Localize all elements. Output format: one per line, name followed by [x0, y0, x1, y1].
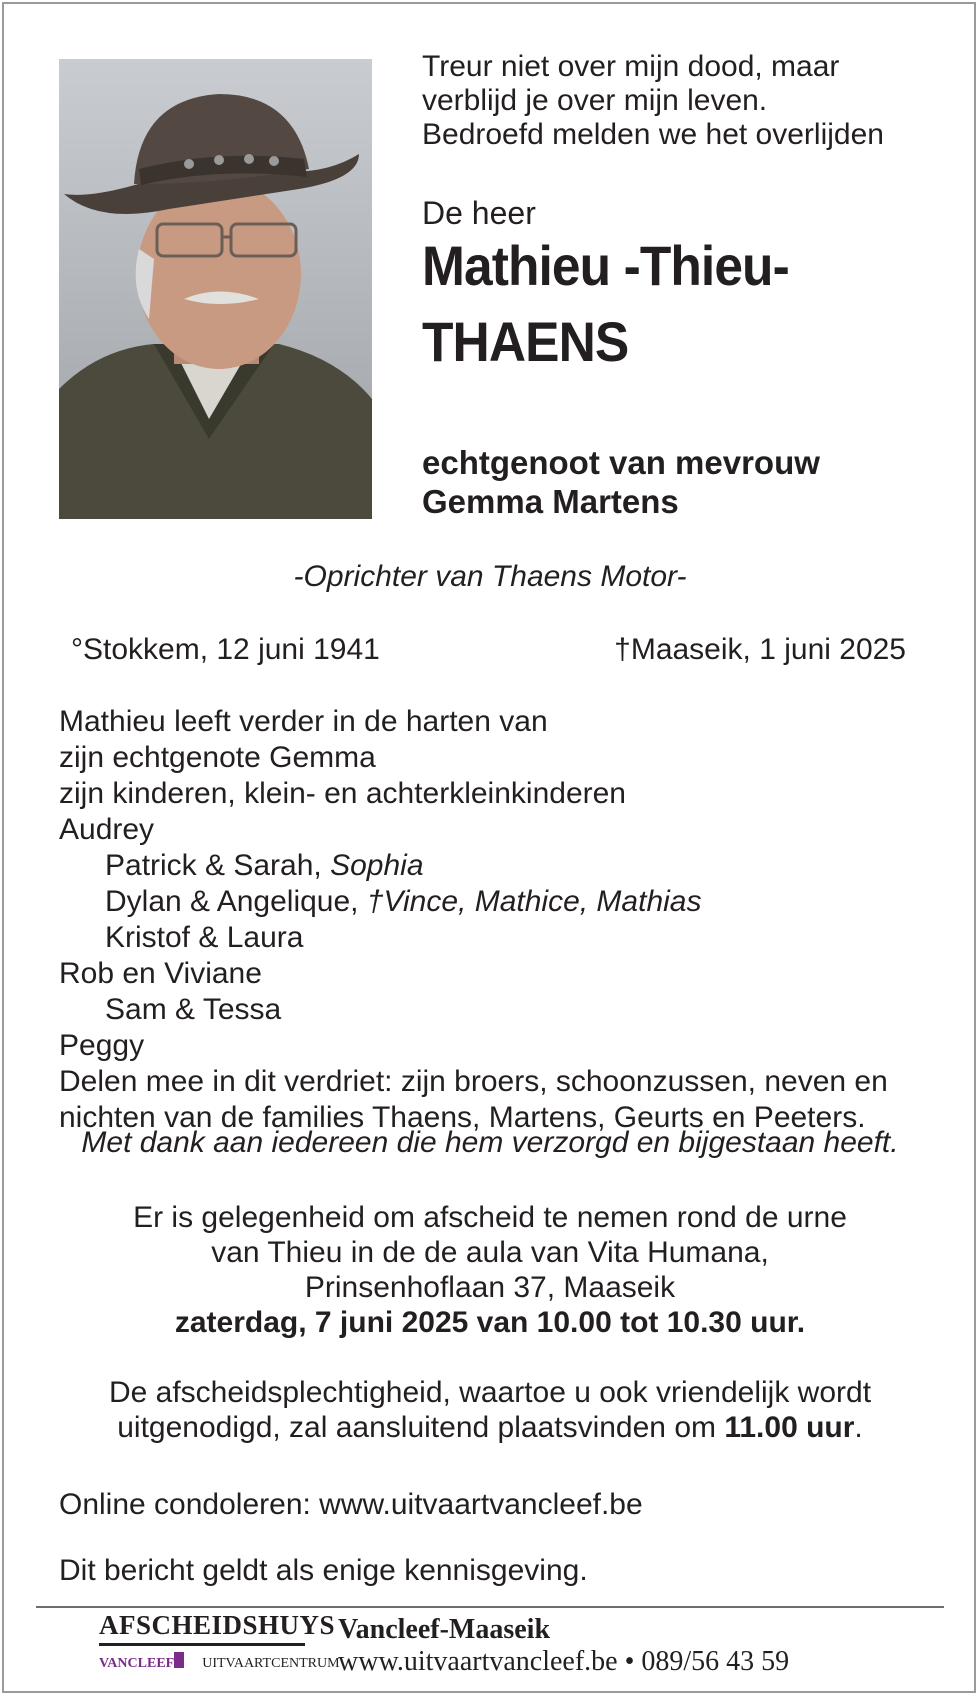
family-intro-1: Mathieu leeft verder in de harten van — [59, 705, 548, 738]
ceremony-text: uitgenodigd, zal aansluitend plaatsvinden om — [117, 1411, 716, 1444]
spouse-line-2: Gemma Martens — [422, 483, 679, 520]
grandchild-line — [59, 848, 888, 884]
grandchild-couple: Dylan & Angelique, — [105, 885, 359, 918]
funeral-home-name: Vancleef-Maaseik — [338, 1614, 551, 1645]
child-2: Rob en Viviane — [59, 957, 262, 990]
share-line-2: nichten van de families Thaens, Martens, Geurts en Peeters. — [59, 1101, 866, 1134]
share-line-1: Delen mee in dit verdriet: zijn broers, schoonzussen, neven en — [59, 1065, 888, 1098]
great-grandchildren: †Vince, Mathice, Mathias — [366, 885, 702, 918]
family-list — [59, 704, 888, 1136]
death-info: †Maaseik, 1 juni 2025 — [614, 633, 906, 666]
funeral-home-logo-title: AFSCHEIDSHUYS — [99, 1610, 336, 1640]
spouse-line-1: echtgenoot van mevrouw — [422, 444, 820, 481]
logo-underline — [99, 1643, 305, 1646]
farewell-info — [0, 1200, 980, 1340]
ceremony-period: . — [854, 1411, 863, 1444]
deceased-name — [422, 228, 789, 380]
opening-quote — [422, 50, 884, 152]
grandchild-line — [59, 884, 888, 920]
ceremony-line-1: De afscheidsplechtigheid, waartoe u ook vriendelijk wordt — [108, 1376, 872, 1409]
spouse-info — [422, 443, 820, 521]
thanks-note: Met dank aan iedereen die hem verzorgd en bijgestaan heeft. — [81, 1126, 899, 1159]
farewell-line-1: Er is gelegenheid om afscheid te nemen rond de urne — [133, 1201, 847, 1234]
honorific: De heer — [422, 195, 536, 231]
notice-text: Dit bericht geldt als enige kennisgeving. — [59, 1554, 588, 1587]
family-intro-2: zijn echtgenote Gemma — [59, 741, 376, 774]
ceremony-time: 11.00 uur — [724, 1411, 855, 1444]
farewell-date: zaterdag, 7 juni 2025 van 10.00 tot 10.30 uur. — [174, 1306, 806, 1339]
great-grandchildren: Sophia — [330, 849, 424, 882]
quote-line-1: Treur niet over mijn dood, maar — [422, 50, 840, 83]
footer-divider — [36, 1606, 944, 1608]
funeral-home-contact: www.uitvaartvancleef.be • 089/56 43 59 — [338, 1646, 790, 1677]
family-intro-3: zijn kinderen, klein- en achterkleinkinderen — [59, 777, 626, 810]
quote-line-2: verblijd je over mijn leven. — [422, 84, 768, 117]
farewell-line-3: Prinsenhoflaan 37, Maaseik — [304, 1271, 676, 1304]
portrait-illustration — [59, 59, 372, 519]
founder-subtitle: -Oprichter van Thaens Motor- — [293, 560, 687, 593]
logo-brand: VANCLEEF — [99, 1656, 175, 1671]
grandchild-line: Kristof & Laura — [105, 921, 304, 954]
grandchild-couple: Patrick & Sarah, — [105, 849, 322, 882]
portrait-photo — [59, 59, 372, 519]
grandchild-line: Sam & Tessa — [105, 993, 282, 1026]
ceremony-info — [0, 1375, 980, 1445]
birth-info: °Stokkem, 12 juni 1941 — [71, 633, 380, 666]
logo-tagline: UITVAARTCENTRUM — [202, 1656, 340, 1671]
name-line-2: THAENS — [422, 310, 629, 373]
child-1: Audrey — [59, 813, 155, 846]
name-line-1: Mathieu -Thieu- — [422, 234, 789, 297]
online-condolences: Online condoleren: www.uitvaartvancleef.be — [59, 1488, 643, 1521]
funeral-home-logo-subtitle — [99, 1656, 340, 1672]
child-3: Peggy — [59, 1029, 145, 1062]
farewell-line-2: van Thieu in de de aula van Vita Humana, — [211, 1236, 769, 1269]
ceremony-line-2 — [0, 1410, 980, 1445]
logo-accent-square — [174, 1652, 184, 1668]
quote-line-3: Bedroefd melden we het overlijden — [422, 118, 884, 151]
